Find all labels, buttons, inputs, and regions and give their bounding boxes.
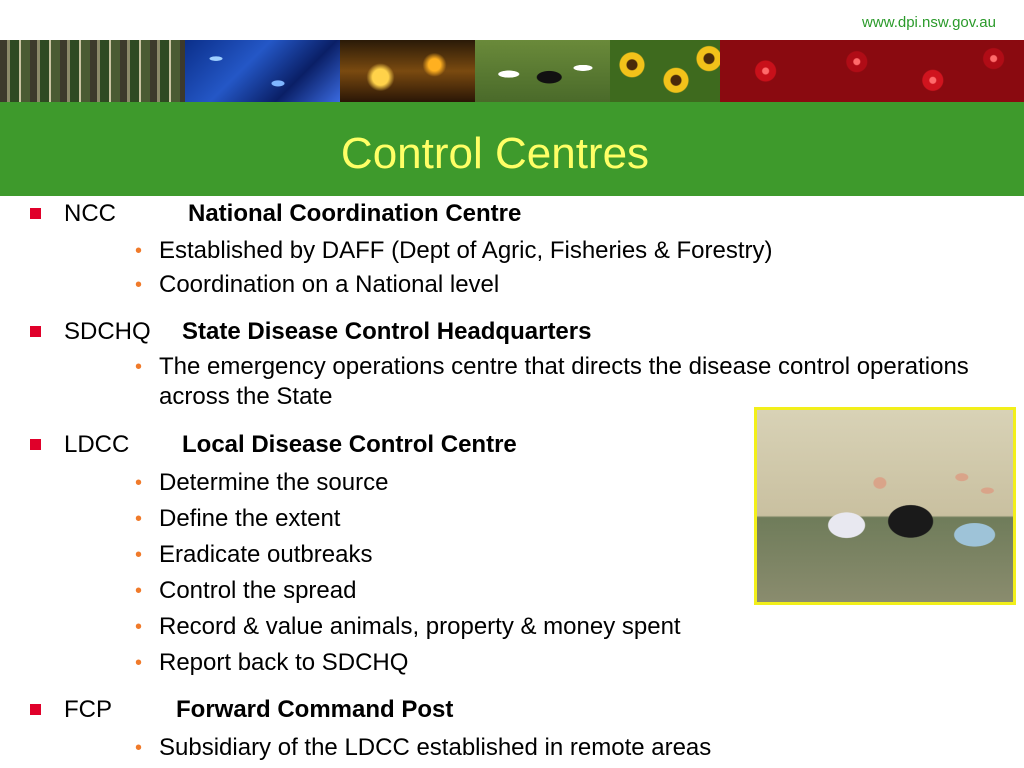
- sunflowers-image: [610, 40, 720, 102]
- list-item: • Coordination on a National level: [135, 271, 500, 298]
- header-banner: [0, 40, 1024, 102]
- dot-bullet-icon: •: [135, 240, 143, 262]
- section-full-name: Local Disease Control Centre: [182, 431, 517, 458]
- dairy-cows-image: [475, 40, 610, 102]
- dot-bullet-icon: •: [135, 737, 143, 759]
- section-abbr: NCC: [64, 200, 116, 227]
- website-url: www.dpi.nsw.gov.au: [862, 14, 996, 31]
- section-ncc: [30, 200, 521, 228]
- section-full-name: State Disease Control Headquarters: [182, 318, 592, 345]
- dot-bullet-icon: •: [135, 580, 143, 602]
- square-bullet-icon: [30, 326, 41, 337]
- dot-bullet-icon: •: [135, 274, 143, 296]
- list-item: • Established by DAFF (Dept of Agric, Fisheries & Forestry): [135, 237, 773, 264]
- section-full-name: Forward Command Post: [176, 696, 454, 723]
- cherries-image: [720, 40, 1024, 102]
- section-abbr: LDCC: [64, 431, 130, 458]
- fish-image: [185, 40, 340, 102]
- section-full-name: National Coordination Centre: [188, 200, 522, 227]
- list-item: • Define the extent: [135, 505, 341, 532]
- section-ldcc: [30, 431, 517, 459]
- dot-bullet-icon: •: [135, 652, 143, 674]
- industrial-plant-image: [340, 40, 475, 102]
- list-item: • Report back to SDCHQ: [135, 649, 409, 676]
- dot-bullet-icon: •: [135, 616, 143, 638]
- dot-bullet-icon: •: [135, 472, 143, 494]
- section-abbr: FCP: [64, 696, 112, 723]
- list-item: • The emergency operations centre that directs the disease control operations across the State: [135, 353, 969, 410]
- dot-bullet-icon: •: [135, 544, 143, 566]
- list-item: • Subsidiary of the LDCC established in remote areas: [135, 734, 712, 761]
- square-bullet-icon: [30, 208, 41, 219]
- dot-bullet-icon: •: [135, 356, 143, 378]
- control-centre-photo: [754, 407, 1016, 605]
- slide-title: Control Centres: [340, 129, 650, 178]
- section-sdchq: [30, 318, 591, 346]
- forest-image: [0, 40, 185, 102]
- section-abbr: SDCHQ: [64, 318, 151, 345]
- list-item: • Record & value animals, property & money spent: [135, 613, 681, 640]
- list-item: • Determine the source: [135, 469, 389, 496]
- section-fcp: [30, 696, 453, 724]
- list-item: • Control the spread: [135, 577, 357, 604]
- dot-bullet-icon: •: [135, 508, 143, 530]
- square-bullet-icon: [30, 439, 41, 450]
- list-item: • Eradicate outbreaks: [135, 541, 373, 568]
- square-bullet-icon: [30, 704, 41, 715]
